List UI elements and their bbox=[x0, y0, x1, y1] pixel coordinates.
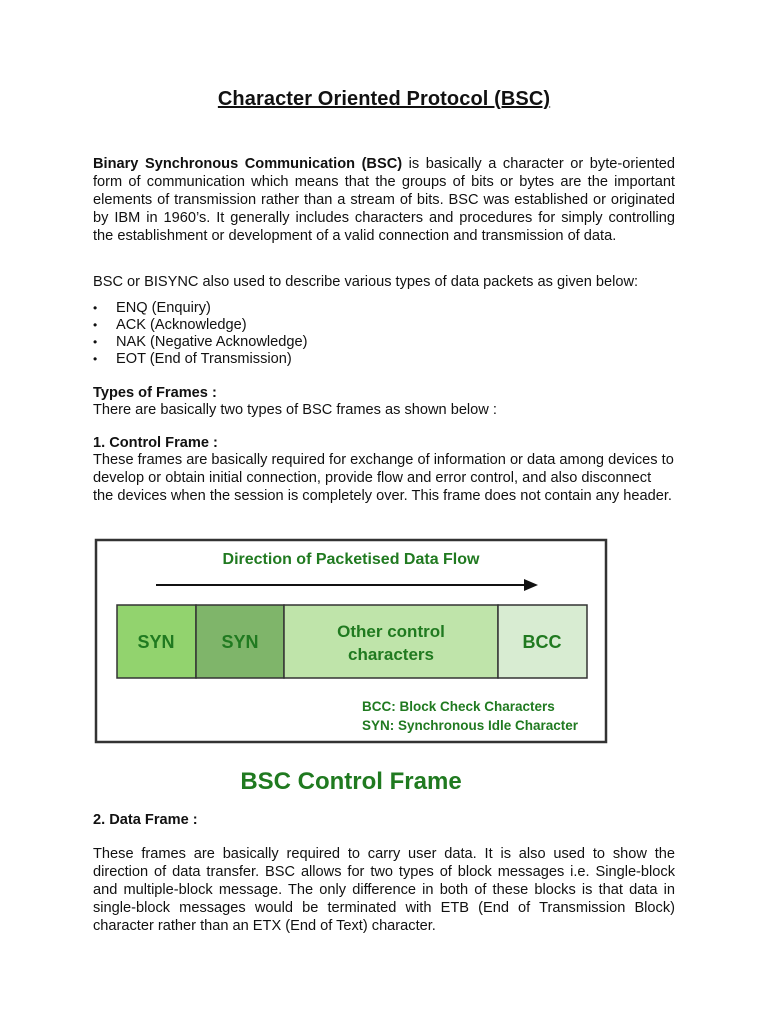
legend-bcc: BCC: Block Check Characters bbox=[362, 699, 555, 714]
cell-syn-2-label: SYN bbox=[221, 632, 259, 652]
frames-heading: Types of Frames : bbox=[93, 385, 217, 401]
control-frame-heading: 1. Control Frame : bbox=[93, 435, 218, 451]
diagram-svg bbox=[94, 538, 610, 794]
cell-other-label-line1: Other control bbox=[337, 622, 445, 641]
diagram-caption: BSC Control Frame bbox=[240, 768, 462, 794]
cell-other-control bbox=[284, 605, 498, 678]
bullet-icon: • bbox=[93, 301, 98, 315]
intro-text: is basically a character or byte-oriented form of communication which means that the groups of bits or bytes are the important elements of transmission rather than a stream of bits. BSC was established or originated by IBM in 1960’s. It generally includes characters and procedures for simply controlling the establishment or development of a valid connection and transmission of data. bbox=[93, 156, 675, 244]
cell-syn-1-label: SYN bbox=[137, 632, 175, 652]
list-item: • ACK (Acknowledge) bbox=[93, 317, 247, 333]
bullet-icon: • bbox=[93, 335, 98, 349]
page-title: Character Oriented Protocol (BSC) bbox=[217, 88, 551, 110]
frames-intro: There are basically two types of BSC frames as shown below : bbox=[93, 402, 497, 418]
bullet-icon: • bbox=[93, 352, 98, 366]
legend-syn: SYN: Synchronous Idle Character bbox=[362, 718, 579, 733]
packet-list bbox=[93, 300, 307, 368]
list-item: • ENQ (Enquiry) bbox=[93, 300, 211, 316]
packets-intro: BSC or BISYNC also used to describe various types of data packets as given below: bbox=[93, 274, 639, 290]
intro-paragraph bbox=[93, 155, 675, 245]
list-item: • NAK (Negative Acknowledge) bbox=[93, 334, 308, 350]
list-item: • EOT (End of Transmission) bbox=[93, 351, 292, 367]
data-frame-text: These frames are basically required to carry user data. It is also used to show the direction of data transfer. BSC allows for two types of block messages i.e. Single-block and multiple-block message. The only difference in both of these blocks is that data in single-block messages would be terminated with ETB (End of Transmission Block) character rather than an ETX (End of Text) character. bbox=[93, 846, 675, 934]
cell-bcc-label: BCC bbox=[522, 632, 562, 652]
flow-label: Direction of Packetised Data Flow bbox=[222, 551, 480, 568]
control-frame-text: These frames are basically required for exchange of information or data among devices to develop or obtain initial connection, provide flow and error control, and also disconnect the devices when the session is completely over. This frame does not contain any header. bbox=[93, 452, 674, 504]
intro-bold-term: Binary Synchronous Communication (BSC) bbox=[93, 156, 403, 172]
bullet-icon: • bbox=[93, 318, 98, 332]
cell-other-label-line2: characters bbox=[347, 645, 435, 664]
data-frame-heading: 2. Data Frame : bbox=[93, 812, 198, 828]
bsc-control-frame-diagram bbox=[94, 538, 610, 794]
